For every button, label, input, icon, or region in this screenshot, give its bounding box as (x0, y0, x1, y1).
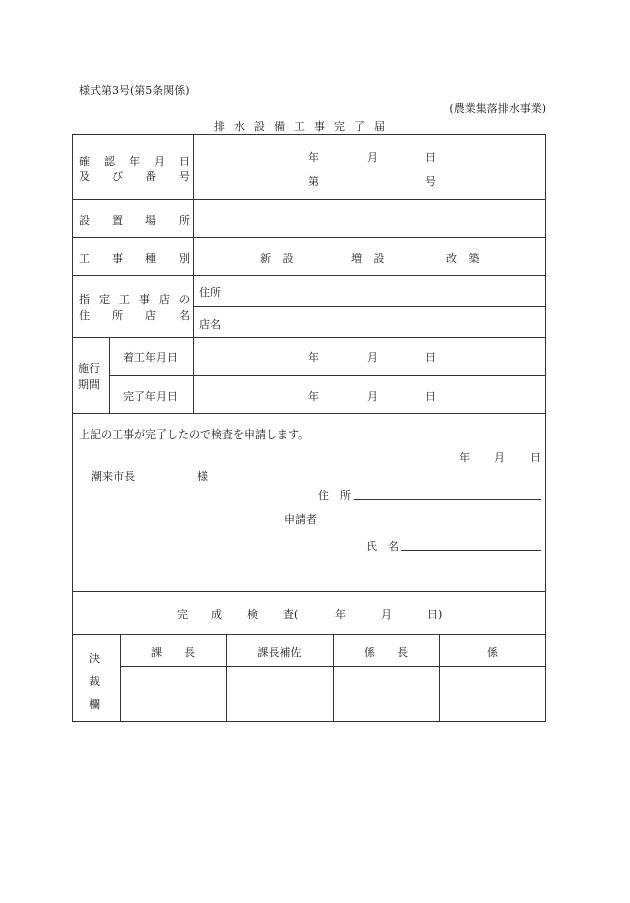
approval-col-assistant-chief: 課長補佐 (257, 646, 302, 659)
contractor-shop-name-label: 店名 (199, 318, 221, 331)
end-day: 日 (425, 390, 436, 403)
approval-col-staff: 係 (487, 646, 498, 659)
approval-label-2: 裁 (89, 675, 100, 688)
project-category: (農業集落排水事業) (449, 102, 546, 115)
period-label-2: 期間 (78, 378, 100, 391)
applicant-address-label: 住 所 (318, 489, 351, 502)
inspection-year: 年 (335, 608, 346, 621)
confirmation-day: 日 (425, 151, 436, 164)
applicant-name-line (401, 550, 541, 551)
form-table: 確 認 年 月 日 及 び 番 号 年 月 日 第 号 設 置 場 所 工 事 種 別 新 設 増 設 改 築 指 定 工 事 店 の 住 所 店 名 住所 店名 施行 期間 着工年月日 年 月 日 完了年月日 年 月 日 上記の工事が完了したので検査を申請します。 年 月 日 潮来市長 様 住 所 申請者 氏 名 完 成 検 査( 年 月 日) 決 裁 欄 課 長 課長補佐 係 長 係 (72, 134, 546, 722)
work-type-extension: 増 設 (351, 252, 389, 265)
period-label-1: 施行 (78, 362, 100, 375)
form-number: 様式第3号(第5条関係) (79, 84, 190, 97)
confirmation-year: 年 (308, 151, 319, 164)
application-year: 年 (459, 451, 470, 464)
form-title: 排水設備工事完了届 (214, 120, 394, 133)
confirmation-month: 月 (367, 151, 378, 164)
inspection-day: 日) (427, 608, 443, 621)
applicant-address-line (354, 499, 541, 500)
applicant-label: 申請者 (284, 513, 317, 526)
start-month: 月 (367, 351, 378, 364)
start-day: 日 (425, 351, 436, 364)
approval-col-subsection-chief: 係 長 (364, 646, 408, 659)
applicant-name-label: 氏 名 (366, 540, 399, 553)
application-day: 日 (530, 451, 541, 464)
start-date-label: 着工年月日 (123, 351, 178, 364)
start-year: 年 (308, 351, 319, 364)
work-type-rebuild: 改 築 (446, 252, 484, 265)
work-type-new: 新 設 (260, 252, 298, 265)
honorific: 様 (197, 470, 208, 483)
end-date-label: 完了年月日 (123, 390, 178, 403)
end-year: 年 (308, 390, 319, 403)
inspection-month: 月 (381, 608, 392, 621)
confirmation-number-prefix: 第 (308, 175, 319, 188)
application-statement: 上記の工事が完了したので検査を申請します。 (79, 428, 310, 441)
end-month: 月 (367, 390, 378, 403)
approval-label-3: 欄 (89, 698, 100, 711)
approval-col-section-chief: 課 長 (151, 646, 195, 659)
confirmation-number-suffix: 号 (425, 175, 436, 188)
addressee: 潮来市長 (91, 470, 135, 483)
approval-label-1: 決 (89, 652, 100, 665)
contractor-address-label: 住所 (199, 286, 221, 299)
application-month: 月 (494, 451, 505, 464)
